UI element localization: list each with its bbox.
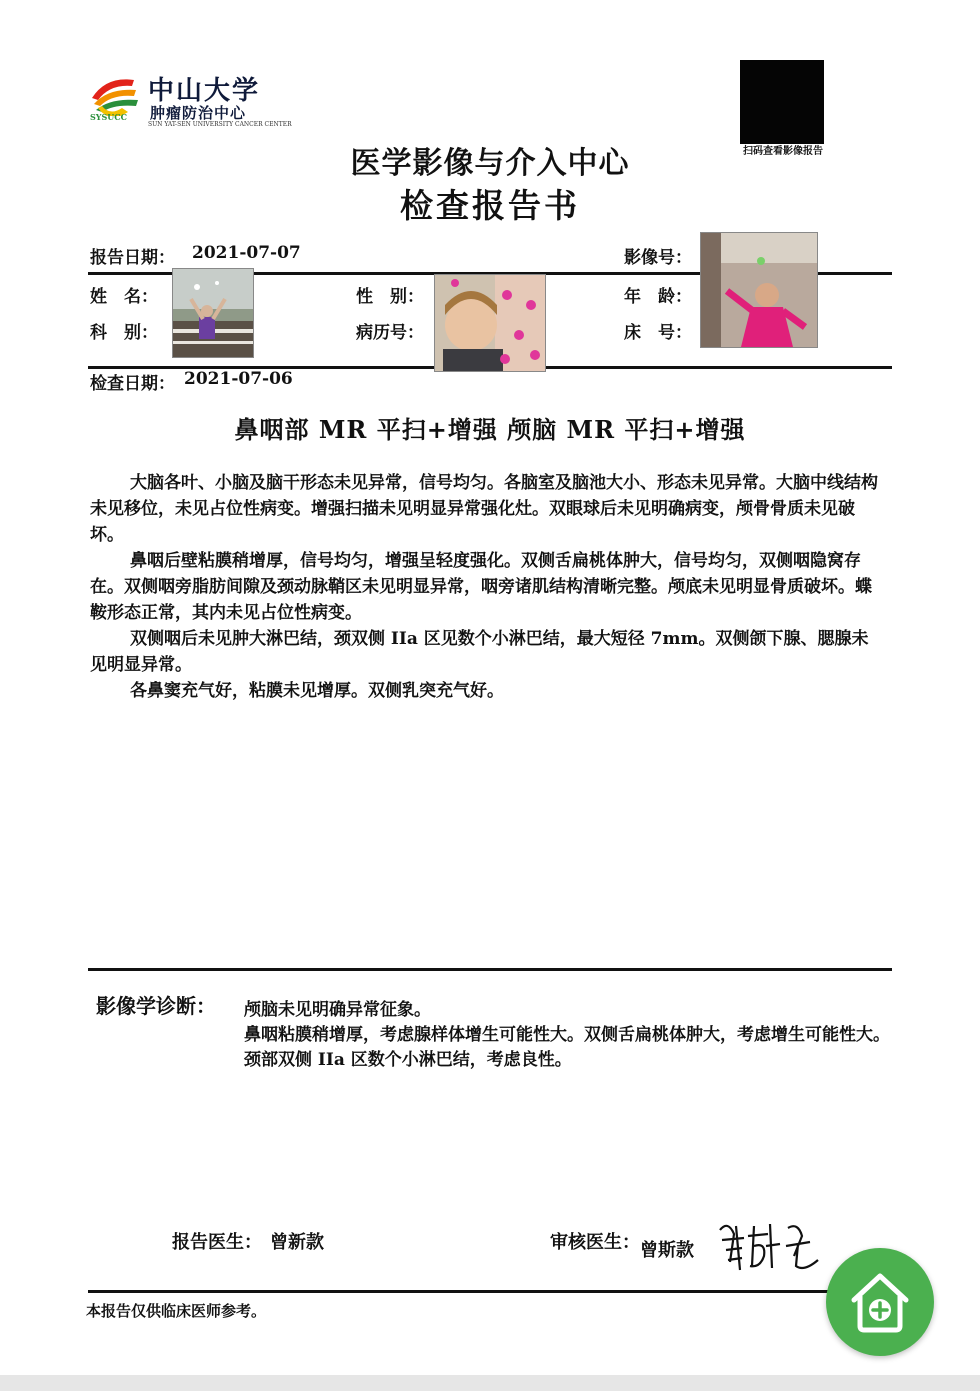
image-no-label: 影像号： — [624, 248, 692, 268]
exam-date-value: 2021-07-06 — [184, 369, 293, 389]
redaction-photo-1 — [172, 268, 254, 358]
record-no-label: 病历号： — [356, 323, 424, 343]
diagnosis-item: 鼻咽粘膜稍增厚，考虑腺样体增生可能性大。双侧舌扁桃体肿大，考虑增生可能性大。 — [244, 1025, 890, 1045]
logo-name: 中山大学 — [148, 76, 261, 106]
report-date-value: 2021-07-07 — [192, 243, 301, 263]
qr-caption: 扫码查看影像报告 — [743, 146, 823, 157]
document-title: 检查报告书 — [400, 186, 580, 225]
qr-code[interactable] — [740, 60, 824, 144]
finding-paragraph: 各鼻窦充气好，粘膜未见增厚。双侧乳突充气好。 — [130, 681, 504, 701]
age-label: 年 龄： — [624, 287, 692, 307]
logo-unit: 肿瘤防治中心 — [150, 104, 247, 122]
diagnosis-item: 颅脑未见明确异常征象。 — [244, 1000, 431, 1020]
home-fab-button[interactable] — [826, 1248, 934, 1356]
finding-paragraph: 大脑各叶、小脑及脑干形态未见异常，信号均匀。各脑室及脑池大小、形态未见异常。大脑中线结构未见移位，未见占位性病变。增强扫描未见明显异常强化灶。双眼球后未见明确病变，颅骨骨质未见破坏。 — [90, 473, 878, 545]
diagnosis-item: 颈部双侧 IIa 区数个小淋巴结，考虑良性。 — [244, 1050, 572, 1070]
redaction-photo-3 — [700, 232, 818, 348]
logo-emblem-text: SYSUCC — [90, 112, 127, 122]
name-label: 姓 名： — [90, 287, 158, 307]
department-title: 医学影像与介入中心 — [350, 146, 630, 181]
sex-label: 性 别： — [356, 287, 424, 307]
logo-subtext: SUN YAT-SEN UNIVERSITY CANCER CENTER — [148, 121, 292, 128]
reviewer-label: 审核医生： — [550, 1232, 640, 1253]
exam-title: 鼻咽部 MR 平扫+增强 颅脑 MR 平扫+增强 — [234, 415, 746, 444]
divider-footer — [88, 1290, 892, 1293]
report-date-label: 报告日期： — [90, 248, 175, 268]
bed-no-label: 床 号： — [624, 323, 692, 343]
reporter-name: 曾新款 — [270, 1232, 324, 1253]
diagnosis-label: 影像学诊断： — [96, 994, 216, 1018]
redaction-photo-2 — [434, 274, 546, 372]
divider-diagnosis — [88, 968, 892, 971]
reporter-label: 报告医生： — [172, 1232, 262, 1253]
handwritten-signature — [714, 1216, 824, 1280]
home-plus-icon — [826, 1248, 934, 1356]
diagnosis-text — [244, 998, 894, 1073]
finding-paragraph: 双侧咽后未见肿大淋巴结，颈双侧 IIa 区见数个小淋巴结，最大短径 7mm。双侧颌下腺、腮腺未见明显异常。 — [90, 629, 869, 675]
reviewer-name: 曾斯款 — [640, 1240, 694, 1261]
footer-note: 本报告仅供临床医师参考。 — [86, 1302, 267, 1320]
finding-paragraph: 鼻咽后壁粘膜稍增厚，信号均匀，增强呈轻度强化。双侧舌扁桃体肿大，信号均匀，双侧咽隐窝存在。双侧咽旁脂肪间隙及颈动脉鞘区未见明显异常，咽旁诸肌结构清晰完整。颅底未见明显骨质破坏。蝶鞍形态正常，其内未见占位性病变。 — [90, 551, 872, 623]
dept-label: 科 别： — [90, 323, 158, 343]
exam-date-label: 检查日期： — [90, 374, 175, 394]
findings-text — [90, 470, 880, 704]
bottom-bar — [0, 1375, 980, 1391]
